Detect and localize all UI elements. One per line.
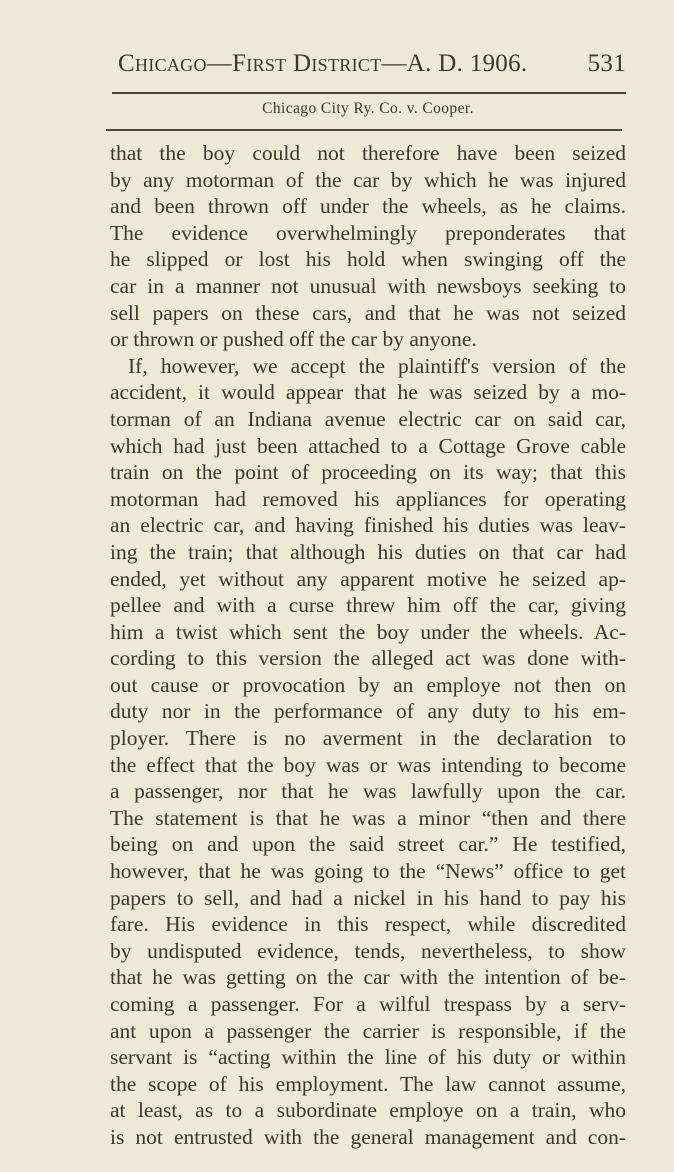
text-line: coming a passenger. For a wilful trespass by a serv- [110, 992, 626, 1016]
text-line: the scope of his employment. The law cannot assume, [110, 1071, 626, 1096]
text-line: a passenger, nor that he was lawfully upon the car. [110, 779, 626, 804]
text-line: being on and upon the said street car.” He testified, [110, 832, 626, 857]
case-title: Chicago City Ry. Co. v. Cooper. [262, 100, 474, 117]
text-line: is not entrusted with the general management and con- [110, 1124, 626, 1149]
text-line: train on the point of proceeding on its way; that this [110, 460, 626, 485]
page-number: 531 [587, 50, 626, 77]
text-line: cording to this version the alleged act was done with- [110, 646, 626, 671]
text-line: pellee and with a curse threw him off the car, giving [110, 593, 626, 618]
text-line: torman of an Indiana avenue electric car on said car, [110, 406, 626, 431]
text-line: accident, it would appear that he was seized by a mo- [110, 380, 626, 405]
text-line: the effect that the boy was or was intending to become [110, 752, 626, 777]
text-line: or thrown or pushed off the car by anyone. [110, 327, 477, 352]
text-line: The evidence overwhelmingly preponderates that [110, 220, 626, 245]
text-line: at least, as to a subordinate employe on a train, who [110, 1098, 626, 1123]
header-rule [112, 92, 626, 94]
text-line: The statement is that he was a minor “then and there [110, 805, 626, 830]
running-title: Chicago—First District—A. D. 1906. [118, 50, 528, 77]
text-line: ployer. There is no averment in the declaration to [110, 726, 626, 751]
running-header [118, 50, 626, 78]
text-line: he slipped or lost his hold when swinging off the [110, 247, 626, 272]
text-line: by any motorman of the car by which he was injured [110, 167, 626, 192]
text-line: an electric car, and having finished his duties was leav- [110, 513, 626, 538]
text-line: motorman had removed his appliances for operating [110, 486, 626, 511]
text-line: him a twist which sent the boy under the wheels. Ac- [110, 619, 626, 644]
case-title-rule [106, 129, 622, 131]
text-line: by undisputed evidence, tends, nevertheless, to show [110, 938, 626, 963]
body-text [110, 140, 626, 1151]
text-line: ant upon a passenger the carrier is responsible, if the [110, 1018, 626, 1043]
text-line: servant is “acting within the line of his duty or within [110, 1045, 626, 1070]
text-line: however, that he was going to the “News” office to get [110, 859, 626, 884]
text-line: that he was getting on the car with the intention of be- [110, 965, 626, 990]
text-line: that the boy could not therefore have been seized [110, 141, 626, 165]
text-line: papers to sell, and had a nickel in his hand to pay his [110, 885, 626, 910]
text-line: fare. His evidence in this respect, while discredited [110, 912, 626, 937]
text-line: and been thrown off under the wheels, as he claims. [110, 194, 626, 219]
text-line: If, however, we accept the plaintiff's version of the [128, 353, 626, 378]
text-line: sell papers on these cars, and that he was not seized [110, 300, 626, 325]
text-line: ing the train; that although his duties on that car had [110, 539, 626, 564]
text-line: ended, yet without any apparent motive he seized ap- [110, 566, 626, 591]
text-line: which had just been attached to a Cottage Grove cable [110, 433, 626, 458]
text-line: out cause or provocation by an employe not then on [110, 672, 626, 697]
text-line: car in a manner not unusual with newsboys seeking to [110, 273, 626, 298]
text-line: duty nor in the performance of any duty to his em- [110, 699, 626, 724]
